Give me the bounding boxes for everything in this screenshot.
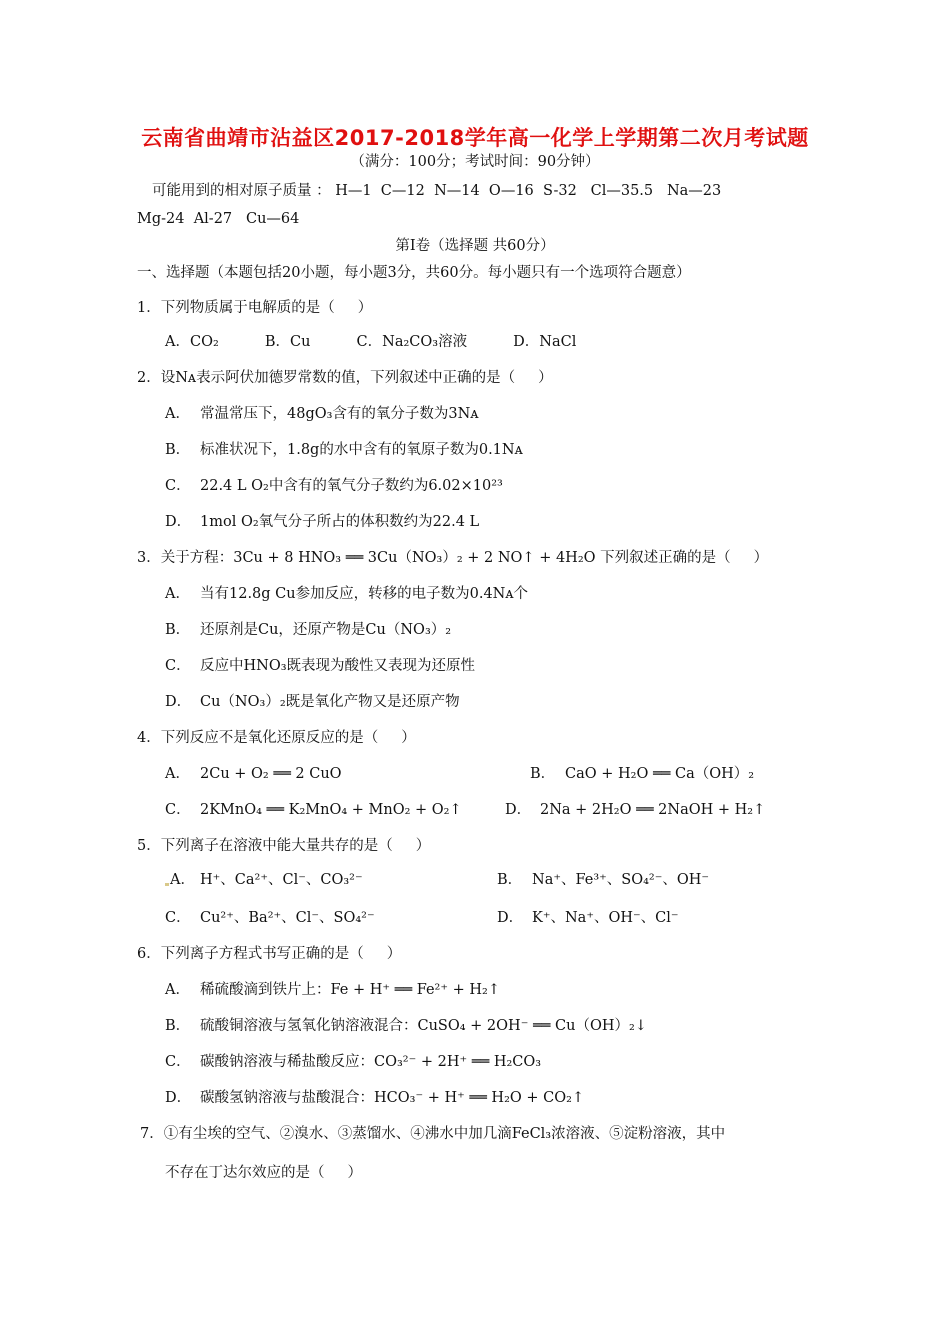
option-label: C．: [165, 910, 191, 926]
atomic-masses-line-1: 可能用到的相对原子质量 ： H—1 C—12 N—14 O—16 S-32 Cl—35.5 Na—23: [152, 183, 722, 199]
option-text: 还原剂是Cu，还原产物是Cu（NO₃）₂: [200, 622, 452, 638]
question-stem: 3．关于方程：3Cu + 8 HNO₃ ══ 3Cu（NO₃）₂ + 2 NO↑ + 4H₂O 下列叙述正确的是（ ）: [137, 550, 769, 566]
option-label: C．: [165, 802, 191, 818]
option-text: 碳酸钠溶液与稀盐酸反应：CO₃²⁻ + 2H⁺ ══ H₂CO₃: [200, 1054, 542, 1070]
option-row: [165, 870, 363, 890]
option-text: 反应中HNO₃既表现为酸性又表现为还原性: [200, 658, 476, 674]
option-text: CaO + H₂O ══ Ca（OH）₂: [565, 766, 755, 782]
option-row: [165, 1052, 541, 1072]
option-label: B．: [497, 872, 523, 888]
option-row: [165, 584, 528, 604]
option-text: 1mol O₂氧气分子所占的体积数约为22.4 L: [200, 514, 480, 530]
option-label: A．: [170, 872, 195, 888]
option-label: B．: [165, 1018, 191, 1034]
option-text: 硫酸铜溶液与氢氧化钠溶液混合：CuSO₄ + 2OH⁻ ══ Cu（OH）₂↓: [200, 1018, 647, 1034]
option-row: [497, 870, 709, 890]
question-stem: 4．下列反应不是氧化还原反应的是（ ）: [137, 730, 416, 746]
option-text: 2Cu + O₂ ══ 2 CuO: [200, 766, 342, 782]
option-label: A．: [165, 766, 190, 782]
option-row: [165, 980, 500, 1000]
question-stem-continued: 不存在丁达尔效应的是（ ）: [165, 1165, 363, 1181]
option-label: A．: [165, 586, 190, 602]
option-row: [165, 1088, 584, 1108]
scan-artifact: [165, 883, 169, 886]
option-text: 标准状况下，1.8g的水中含有的氧原子数为0.1Nᴀ: [200, 442, 523, 458]
option-label: C．: [165, 478, 191, 494]
page-title: 云南省曲靖市沾益区2017-2018学年高一化学上学期第二次月考试题: [141, 126, 809, 150]
option-label: D．: [497, 910, 524, 926]
option-row: [165, 692, 460, 712]
option-label: C．: [165, 1054, 191, 1070]
option-label: C．: [165, 658, 191, 674]
option-text: Cu（NO₃）₂既是氧化产物又是还原产物: [200, 694, 460, 710]
option-label: D．: [165, 694, 192, 710]
option-text: 22.4 L O₂中含有的氧气分子数约为6.02×10²³: [200, 478, 503, 494]
option-text: Cu²⁺、Ba²⁺、Cl⁻、SO₄²⁻: [200, 910, 375, 926]
question-stem: 2．设Nᴀ表示阿伏加德罗常数的值，下列叙述中正确的是（ ）: [137, 370, 553, 386]
exam-subtitle: （满分：100分；考试时间：90分钟）: [350, 154, 600, 170]
option-row: [165, 1016, 647, 1036]
question-stem: 5．下列离子在溶液中能大量共存的是（ ）: [137, 838, 431, 854]
option-row: [165, 404, 479, 424]
option-row: [497, 908, 679, 928]
question-stem: 1．下列物质属于电解质的是（ ）: [137, 300, 373, 316]
option-label: D．: [165, 514, 192, 530]
option-text: 常温常压下，48gO₃含有的氧分子数为3Nᴀ: [200, 406, 479, 422]
option-label: B．: [165, 622, 191, 638]
option-row: [165, 800, 462, 820]
atomic-masses-line-2: Mg-24 Al-27 Cu—64: [137, 211, 300, 227]
question-stem: 6．下列离子方程式书写正确的是（ ）: [137, 946, 402, 962]
option-text: 当有12.8g Cu参加反应，转移的电子数为0.4Nᴀ个: [200, 586, 529, 602]
option-row: [505, 800, 765, 820]
option-row: [165, 656, 475, 676]
option-text: 碳酸氢钠溶液与盐酸混合：HCO₃⁻ + H⁺ ══ H₂O + CO₂↑: [200, 1090, 585, 1106]
option-label: D．: [165, 1090, 192, 1106]
option-row: [530, 764, 754, 784]
option-row: [165, 476, 503, 496]
section-title: 第Ⅰ卷（选择题 共60分）: [395, 238, 555, 254]
option-label: B．: [530, 766, 556, 782]
section-instructions: 一、选择题（本题包括20小题，每小题3分，共60分。每小题只有一个选项符合题意）: [137, 265, 691, 281]
option-row: [165, 440, 523, 460]
option-row: [165, 764, 342, 784]
question-stem: 7．①有尘埃的空气、②溴水、③蒸馏水、④沸水中加几滴FeCl₃浓溶液、⑤淀粉溶液，其中: [140, 1126, 726, 1142]
option-label: A．: [165, 406, 190, 422]
option-text: Na⁺、Fe³⁺、SO₄²⁻、OH⁻: [532, 872, 710, 888]
option-label: A．: [165, 982, 190, 998]
option-text: 2KMnO₄ ══ K₂MnO₄ + MnO₂ + O₂↑: [200, 802, 462, 818]
option-text: K⁺、Na⁺、OH⁻、Cl⁻: [532, 910, 679, 926]
option-row: [165, 908, 375, 928]
option-text: H⁺、Ca²⁺、Cl⁻、CO₃²⁻: [200, 872, 363, 888]
option-text: 稀硫酸滴到铁片上：Fe + H⁺ ══ Fe²⁺ + H₂↑: [200, 982, 500, 998]
option-label: B．: [165, 442, 191, 458]
question-options-inline: A．CO₂ B．Cu C．Na₂CO₃溶液 D．NaCl: [165, 334, 577, 350]
option-label: D．: [505, 802, 532, 818]
option-text: 2Na + 2H₂O ══ 2NaOH + H₂↑: [540, 802, 766, 818]
option-row: [165, 620, 451, 640]
option-row: [165, 512, 479, 532]
